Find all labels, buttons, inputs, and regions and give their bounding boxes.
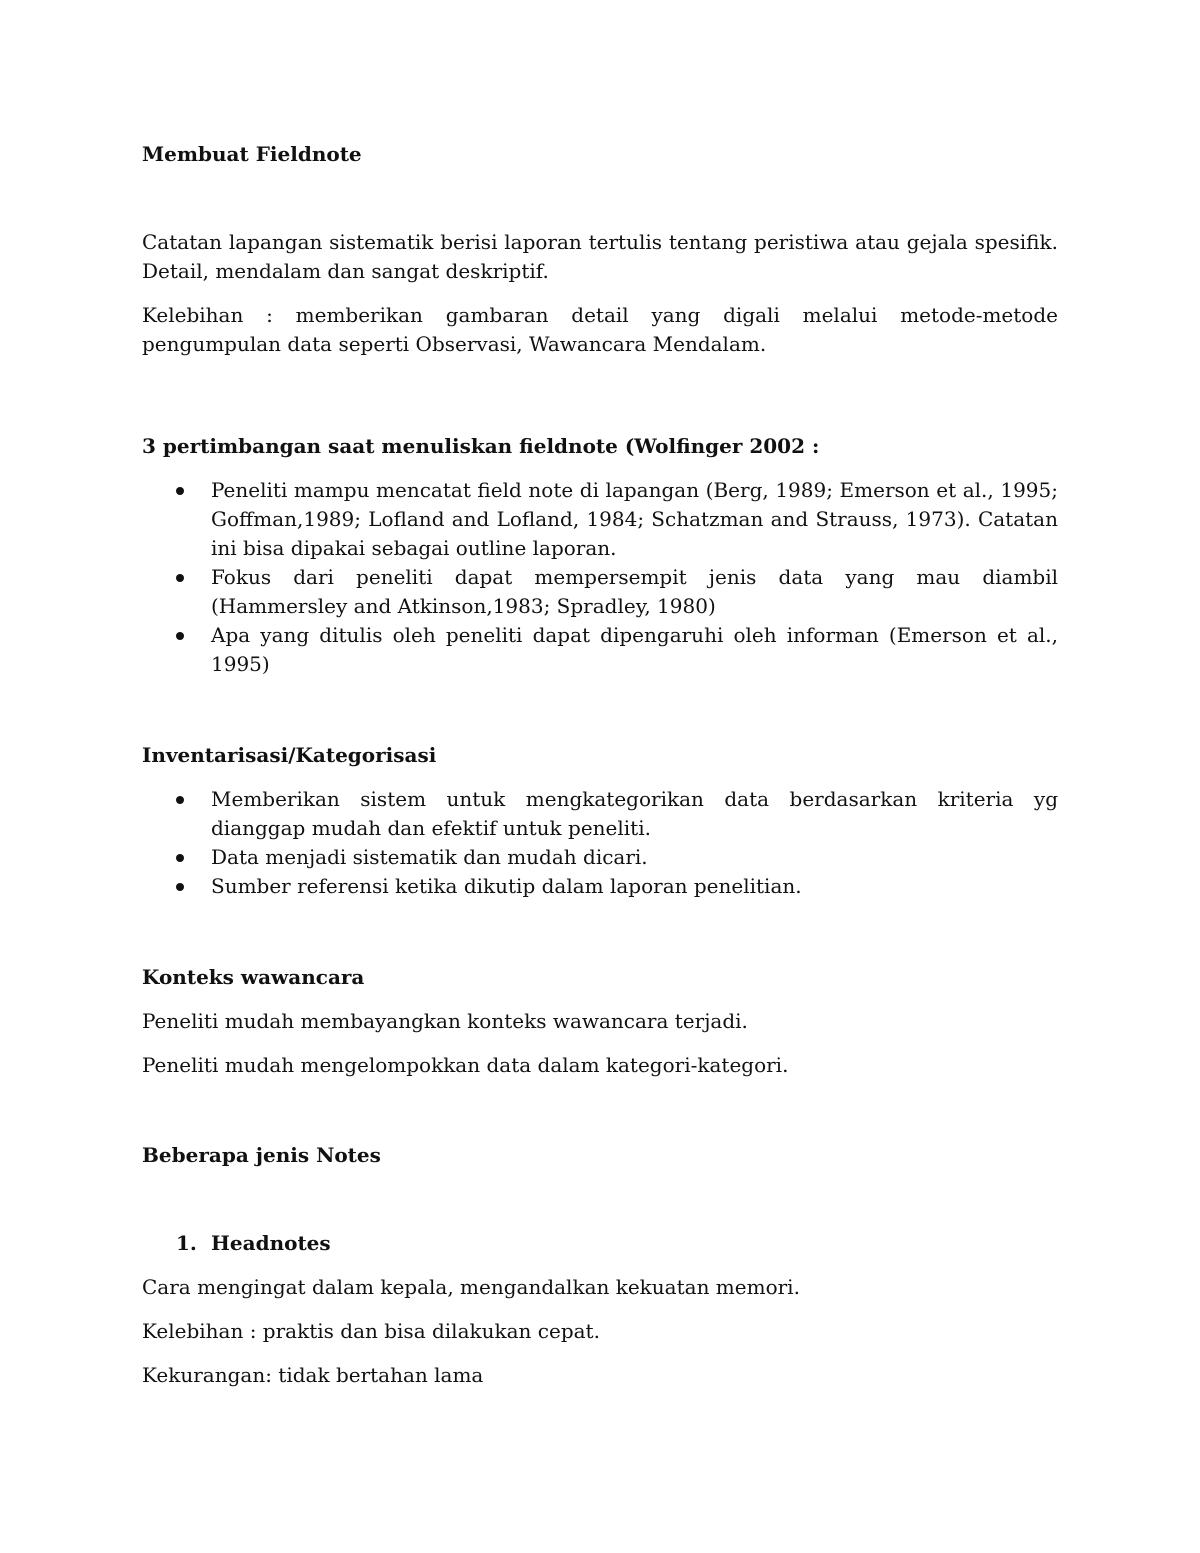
item-number: 1. xyxy=(176,1231,197,1255)
notes-heading: Beberapa jenis Notes xyxy=(142,1143,381,1167)
headnotes-disadvantage: Kekurangan: tidak bertahan lama xyxy=(142,1363,484,1387)
page-title: Membuat Fieldnote xyxy=(142,142,362,166)
intro-advantage-paragraph: Kelebihan : memberikan gambaran detail yang digali melalui metode-metode pengumpulan data seperti Observasi, Wawancara Mendalam. xyxy=(142,303,1058,356)
inventory-list xyxy=(142,785,1058,901)
context-paragraph-1: Peneliti mudah membayangkan konteks wawancara terjadi. xyxy=(142,1009,748,1033)
considerations-list xyxy=(142,476,1058,679)
list-item xyxy=(142,785,1058,843)
list-item xyxy=(142,872,1058,901)
list-item-text: Fokus dari peneliti dapat mempersempit jenis data yang mau diambil (Hammersley and Atkinson,1983; Spradley, 1980) xyxy=(211,565,1058,618)
list-item-text: Apa yang ditulis oleh peneliti dapat dipengaruhi oleh informan (Emerson et al., 1995) xyxy=(211,623,1058,676)
bullet-icon xyxy=(176,854,184,862)
item-label: Headnotes xyxy=(211,1231,331,1255)
numbered-item-headnotes xyxy=(142,1229,1058,1258)
list-item xyxy=(142,563,1058,621)
context-heading: Konteks wawancara xyxy=(142,965,365,989)
bullet-icon xyxy=(176,632,184,640)
list-item xyxy=(142,476,1058,563)
list-item-text: Sumber referensi ketika dikutip dalam laporan penelitian. xyxy=(211,874,802,898)
list-item-text: Memberikan sistem untuk mengkategorikan data berdasarkan kriteria yg dianggap mudah dan efektif untuk peneliti. xyxy=(211,787,1058,840)
inventory-heading: Inventarisasi/Kategorisasi xyxy=(142,743,437,767)
bullet-icon xyxy=(176,574,184,582)
list-item-text: Data menjadi sistematik dan mudah dicari. xyxy=(211,845,648,869)
bullet-icon xyxy=(176,487,184,495)
document-body xyxy=(142,140,1058,1390)
intro-paragraph: Catatan lapangan sistematik berisi laporan tertulis tentang peristiwa atau gejala spesifik. Detail, mendalam dan sangat deskriptif. xyxy=(142,230,1058,283)
context-paragraph-2: Peneliti mudah mengelompokkan data dalam kategori-kategori. xyxy=(142,1053,789,1077)
list-item xyxy=(142,843,1058,872)
headnotes-advantage: Kelebihan : praktis dan bisa dilakukan cepat. xyxy=(142,1319,600,1343)
headnotes-description: Cara mengingat dalam kepala, mengandalkan kekuatan memori. xyxy=(142,1275,800,1299)
bullet-icon xyxy=(176,796,184,804)
bullet-icon xyxy=(176,883,184,891)
list-item xyxy=(142,621,1058,679)
considerations-heading: 3 pertimbangan saat menuliskan fieldnote (Wolfinger 2002 : xyxy=(142,434,820,458)
list-item-text: Peneliti mampu mencatat field note di lapangan (Berg, 1989; Emerson et al., 1995; Goffman,1989; Lofland and Lofland, 1984; Schatzman and Strauss, 1973). Catatan ini bisa dipakai sebagai outline laporan. xyxy=(211,478,1058,560)
